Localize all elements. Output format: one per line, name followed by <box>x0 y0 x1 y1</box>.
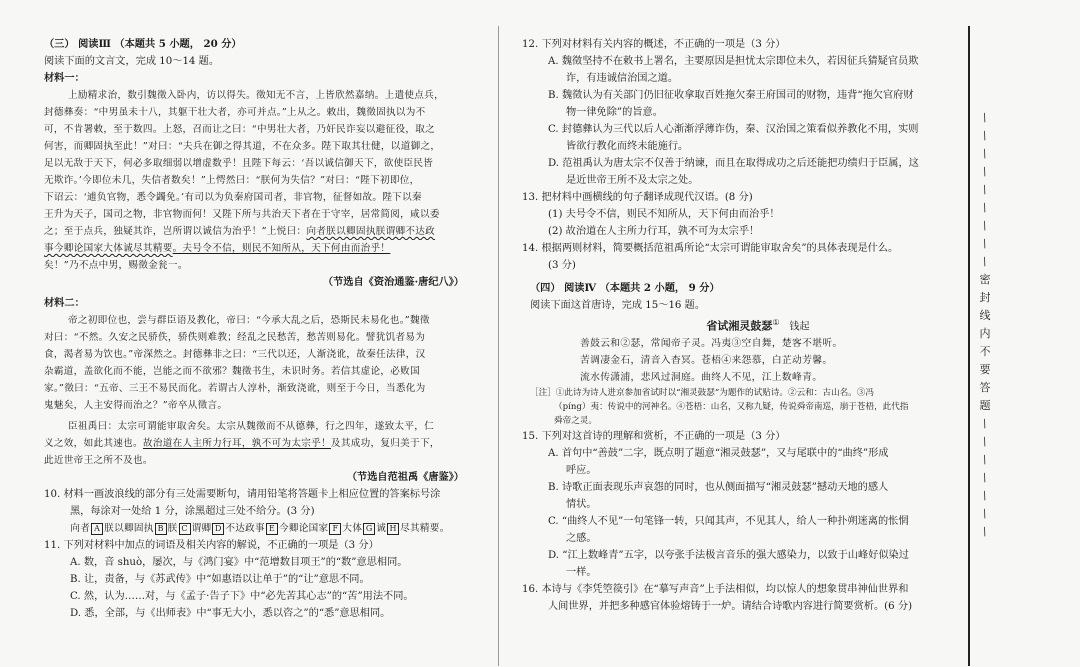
material-1-line: 何害，而卿固执至此！”对曰：“夫兵在御之得其道，不在众多。陛下取其壮健，以道御之， <box>44 141 441 152</box>
material-2-line: 食，渴者易为饮也。”帝深然之。封德彝非之曰：“三代以还，人渐浇讹，故秦任法律，汉 <box>44 349 426 360</box>
slash-mark: / <box>980 200 989 215</box>
question-16: 16. 本诗与《李凭箜篌引》在“摹写声音”上手法相似，均以惊人的想象贯串神仙世界和 <box>522 584 909 596</box>
poem-author: 钱起 <box>789 321 810 333</box>
slash-mark: / <box>980 182 989 197</box>
seal-char: 不 <box>979 345 991 358</box>
question-13-item-1: (1) 夫号令不信，则民不知所从，天下何由而治乎！ <box>548 209 780 220</box>
question-11-option[interactable]: C. 然，认为……对，与《孟子·告子下》中“必先苦其心志”的“苦”用法不同。 <box>70 591 414 602</box>
text-span: 谓卿 <box>191 523 212 534</box>
marker-box-h[interactable]: H <box>387 523 399 535</box>
question-12-option-b[interactable]: B. 魏徵认为有关部门仍旧征收拿取百姓拖欠秦王府国司的财物，违背“拖欠官府财 <box>548 90 914 101</box>
question-10: 10. 材料一画波浪线的部分有三处需要断句，请用铅笔将答题卡上相应位置的答案标号涂 <box>44 489 441 500</box>
text-span: 义之效，如此其速也。 <box>44 438 143 449</box>
text-span: 尽其精要。 <box>400 523 450 534</box>
material-1-line: 封德彝奏：“中男虽未十八，其躯干壮大者，亦可并点。”上从之。敕出，魏徵固执以为不 <box>44 107 426 118</box>
slash-mark: / <box>980 254 989 269</box>
material-1-line: 无欺诈。’今即位未几，失信者数矣！”上愕然曰：“朕何为失信？”对曰：“陛下初即位， <box>44 175 420 186</box>
question-15-option-b[interactable]: B. 诗歌正面表现乐声哀怨的同时，也从侧面描写“湘灵鼓瑟”撼动天地的感人 <box>548 482 889 494</box>
material-1-line: 下诏云：‘逋负官物，悉令蠲免。’有司以为负秦府国司者，非官物，征督如故。陛下以秦 <box>44 192 422 203</box>
question-15-option-a[interactable]: A. 首句中“善鼓”二字，既点明了题意“湘灵鼓瑟”，又与尾联中的“曲终”形成 <box>548 448 889 460</box>
material-1-line: 王升为天子，国司之物，非官物而何！又陛下所与共治天下者在于守宰，居常简阅，咸以委 <box>44 209 440 220</box>
seal-char: 题 <box>979 399 991 412</box>
question-15-option-c-cont: 之感。 <box>566 533 597 545</box>
material-2-line: 鬼魅矣，人主安得而治之？”帝卒从徵言。 <box>44 400 228 411</box>
slash-mark: / <box>980 524 989 539</box>
question-11-option[interactable]: D. 悉，全部，与《出师表》中“事无大小，悉以咨之”的“悉”意思相同。 <box>70 608 391 619</box>
text-span: 朕 <box>167 523 178 534</box>
material-1-line: 足以无敌于天下，何必多取细弱以增虚数乎！且陛下每云：‘吾以诚信御天下，欲使臣民皆 <box>44 158 434 169</box>
question-15-option-b-cont: 情状。 <box>566 499 597 511</box>
right-column <box>522 36 954 615</box>
underlined-sentence: 。夫号令不信，则民不知所从，天下何由而治乎！ <box>172 243 391 254</box>
question-11: 11. 下列对材料中加点的词语及相关内容的解说，不正确的一项是（3 分） <box>44 540 379 551</box>
seal-char: 密 <box>979 273 991 286</box>
question-12-option-a[interactable]: A. 魏徵坚持不在敕书上署名，主要原因是担忧太宗即位未久，若因征兵猜疑官员欺 <box>548 56 919 67</box>
poem-line: 苦调凄金石，清音入杳冥。苍梧④来怨慕，白芷动芳馨。 <box>580 355 833 367</box>
question-15-option-d-cont: 一样。 <box>566 567 597 579</box>
section-4-heading: （四） 阅读Ⅳ （本题共 2 小题， 9 分） <box>530 282 720 294</box>
text-span: 诚 <box>376 523 387 534</box>
poem-header <box>522 314 954 335</box>
left-column <box>44 36 476 622</box>
poem-title: 省试湘灵鼓瑟 <box>706 319 773 333</box>
marker-box-f[interactable]: F <box>329 523 341 535</box>
material-2-line <box>44 435 476 452</box>
text-span: 及其成功，复归美于下， <box>330 438 440 449</box>
text-span: 大体 <box>342 523 363 534</box>
question-12-option-c-cont: 皆欲行教化而终未能施行。 <box>566 141 689 152</box>
question-15-option-a-cont: 呼应。 <box>566 465 597 477</box>
seal-char: 要 <box>979 363 991 376</box>
material-2-line: 帝之初即位也，尝与群臣语及教化，帝曰：“今承大乱之后，恐斯民未易化也。”魏徵 <box>68 315 430 326</box>
text-span: 不达政事 <box>225 523 265 534</box>
poem-note: ［注］①此诗为诗人进京参加省试时以“湘灵鼓瑟”为题作的试贴诗。②云和：古山名。③冯 <box>530 388 874 399</box>
question-11-option[interactable]: B. 让，责备，与《苏武传》中“如惠语以让单于”的“让”意思不同。 <box>70 574 370 585</box>
material-1-line: 上励精求治，数引魏徵入卧内，访以得失。徵知无不言，上皆欣然嘉纳。上遣使点兵， <box>68 90 444 101</box>
marker-box-b[interactable]: B <box>155 523 167 535</box>
slash-mark: / <box>980 506 989 521</box>
slash-mark: / <box>980 452 989 467</box>
question-14: 14. 根据两则材料，简要概括范祖禹所论“太宗可谓能审取舍矣”的具体表现是什么。 <box>522 243 899 254</box>
material-2-title: 材料二： <box>44 297 85 309</box>
source-citation: （节选自《资治通鉴·唐纪八》） <box>322 276 464 288</box>
material-1-line: 矣！”乃不点中男，赐徵金瓮一。 <box>44 260 188 271</box>
question-11-option[interactable]: A. 数，音 shuò，屡次，与《鸿门宴》中“范增数目项王”的“数”意思相同。 <box>70 557 408 568</box>
marker-box-c[interactable]: C <box>179 523 191 535</box>
poem-footnote-mark: ① <box>772 318 780 327</box>
section-4-instruction: 阅读下面这首唐诗，完成 15～16 题。 <box>530 300 706 311</box>
text-span: 朕以卿固执 <box>104 523 154 534</box>
question-14-cont: (3 分) <box>548 260 576 271</box>
wavy-underlined-text: 向者朕以卿固执朕谓卿不达政 <box>306 226 436 237</box>
question-10-line: 黑，每涂对一处给 1 分，涂黑超过三处不给分。(3 分) <box>70 506 315 517</box>
slash-mark: / <box>980 236 989 251</box>
question-15-option-d[interactable]: D. “江上数峰青”五字，以夸张手法极言音乐的强大感染力，以致于山峰好似染过 <box>548 550 909 562</box>
material-1-line: 可，不肯署敕，至于数四。上怒，召而让之曰：“中男壮大者，乃奸民诈妄以避征役，取之 <box>44 124 436 135</box>
source-citation: （节选自范祖禹《唐鉴》） <box>346 471 464 483</box>
question-12-option-b-cont: 物一律免除”的旨意。 <box>566 107 663 118</box>
text-span: 向者 <box>70 523 91 534</box>
seal-char: 答 <box>979 381 991 394</box>
text-span: 之；至于点兵，独疑其诈，岂所谓以诚信为治乎！”上悦曰： <box>44 226 307 237</box>
question-15-option-c[interactable]: C. “曲终人不见”一句笔锋一转，只闻其声，不见其人，给人一种扑朔迷离的怅惘 <box>548 516 909 528</box>
text-span: 今卿论国家 <box>278 523 329 534</box>
question-12-option-d[interactable]: D. 范祖禹认为唐太宗不仅善于纳谏，而且在取得成功之后还能把功绩归于臣属，这 <box>548 158 919 169</box>
section-3-instruction: 阅读下面的文言文，完成 10～14 题。 <box>44 56 220 67</box>
question-13: 13. 把材料中画横线的句子翻译成现代汉语。(8 分) <box>522 192 753 203</box>
slash-mark: / <box>980 434 989 449</box>
binding-line <box>968 26 970 666</box>
material-2-line: 杂霸道，盖欲化而不能，岂能之而不欲邪？魏徵书生，未识时务。若信其虚论，必败国 <box>44 366 420 377</box>
slash-mark: / <box>980 488 989 503</box>
marker-box-a[interactable]: A <box>91 523 103 535</box>
material-1-line <box>44 240 476 257</box>
section-3-heading: （三） 阅读Ⅲ （本题共 5 小题， 20 分） <box>44 38 242 50</box>
marker-box-g[interactable]: G <box>363 523 375 535</box>
slash-mark: / <box>980 470 989 485</box>
q10-sentence-with-markers <box>44 520 476 537</box>
slash-mark: / <box>980 164 989 179</box>
wavy-underlined-text: 事今卿论国家大体诚尽其精要 <box>44 243 173 254</box>
seal-line-notice <box>976 110 994 590</box>
material-1-title: 材料一： <box>44 72 85 84</box>
slash-mark: / <box>980 218 989 233</box>
slash-mark: / <box>980 128 989 143</box>
column-divider <box>498 26 499 666</box>
question-12-option-a-cont: 诈，有违诚信治国之道。 <box>566 73 679 84</box>
material-2-line: 此近世帝王之所不及也。 <box>44 455 153 466</box>
question-13-item-2: (2) 故治道在人主所力行耳，孰不可为太宗乎！ <box>548 226 760 237</box>
poem-note: 舜帝之灵。 <box>554 416 597 427</box>
poem-line: 善鼓云和②瑟，常闻帝子灵。冯夷③空自舞，楚客不堪听。 <box>580 338 843 350</box>
poem-line: 流水传潇浦，悲风过洞庭。曲终人不见，江上数峰青。 <box>580 372 823 384</box>
question-12: 12. 下列对材料有关内容的概述，不正确的一项是（3 分） <box>522 39 786 50</box>
marker-box-e[interactable]: E <box>266 523 278 535</box>
material-2-line: 家。”徵曰：“五帝、三王不易民而化。若谓古人淳朴，渐致浇讹，则至于今日，当悉化为 <box>44 383 426 394</box>
question-16-cont: 人间世界，并把多种感官体验熔铸于一炉。请结合诗歌内容进行简要赏析。(6 分) <box>548 601 913 613</box>
slash-mark: / <box>980 110 989 125</box>
question-12-option-c[interactable]: C. 封德彝认为三代以后人心渐渐浮薄诈伪，秦、汉治国之策看似养教化不用，实则 <box>548 124 919 135</box>
seal-char: 线 <box>979 309 991 322</box>
material-2-line: 对曰：“不然。久安之民骄佚，骄佚则难教；经乱之民愁苦，愁苦则易化。譬犹饥者易为 <box>44 332 426 343</box>
material-1-line <box>44 223 476 240</box>
question-15: 15. 下列对这首诗的理解和赏析，不正确的一项是（3 分） <box>522 431 786 443</box>
slash-mark: / <box>980 416 989 431</box>
seal-char: 内 <box>979 327 991 340</box>
seal-char: 封 <box>979 291 991 304</box>
marker-box-d[interactable]: D <box>212 523 224 535</box>
slash-mark: / <box>980 146 989 161</box>
material-2-paragraph-2: 臣祖禹曰：太宗可谓能审取舍矣。太宗从魏徵而不从德彝，行之四年，遂致太平，仁 <box>68 421 435 432</box>
underlined-sentence: 故治道在人主所力行耳，孰不可为太宗乎！ <box>142 438 331 449</box>
question-12-option-d-cont: 是近世帝王所不及太宗之处。 <box>566 175 699 186</box>
poem-note: （píng）夷：传说中的河神名。④苍梧：山名，又称九疑，传说舜帝南巡，崩于苍梧，此代指 <box>554 402 909 413</box>
